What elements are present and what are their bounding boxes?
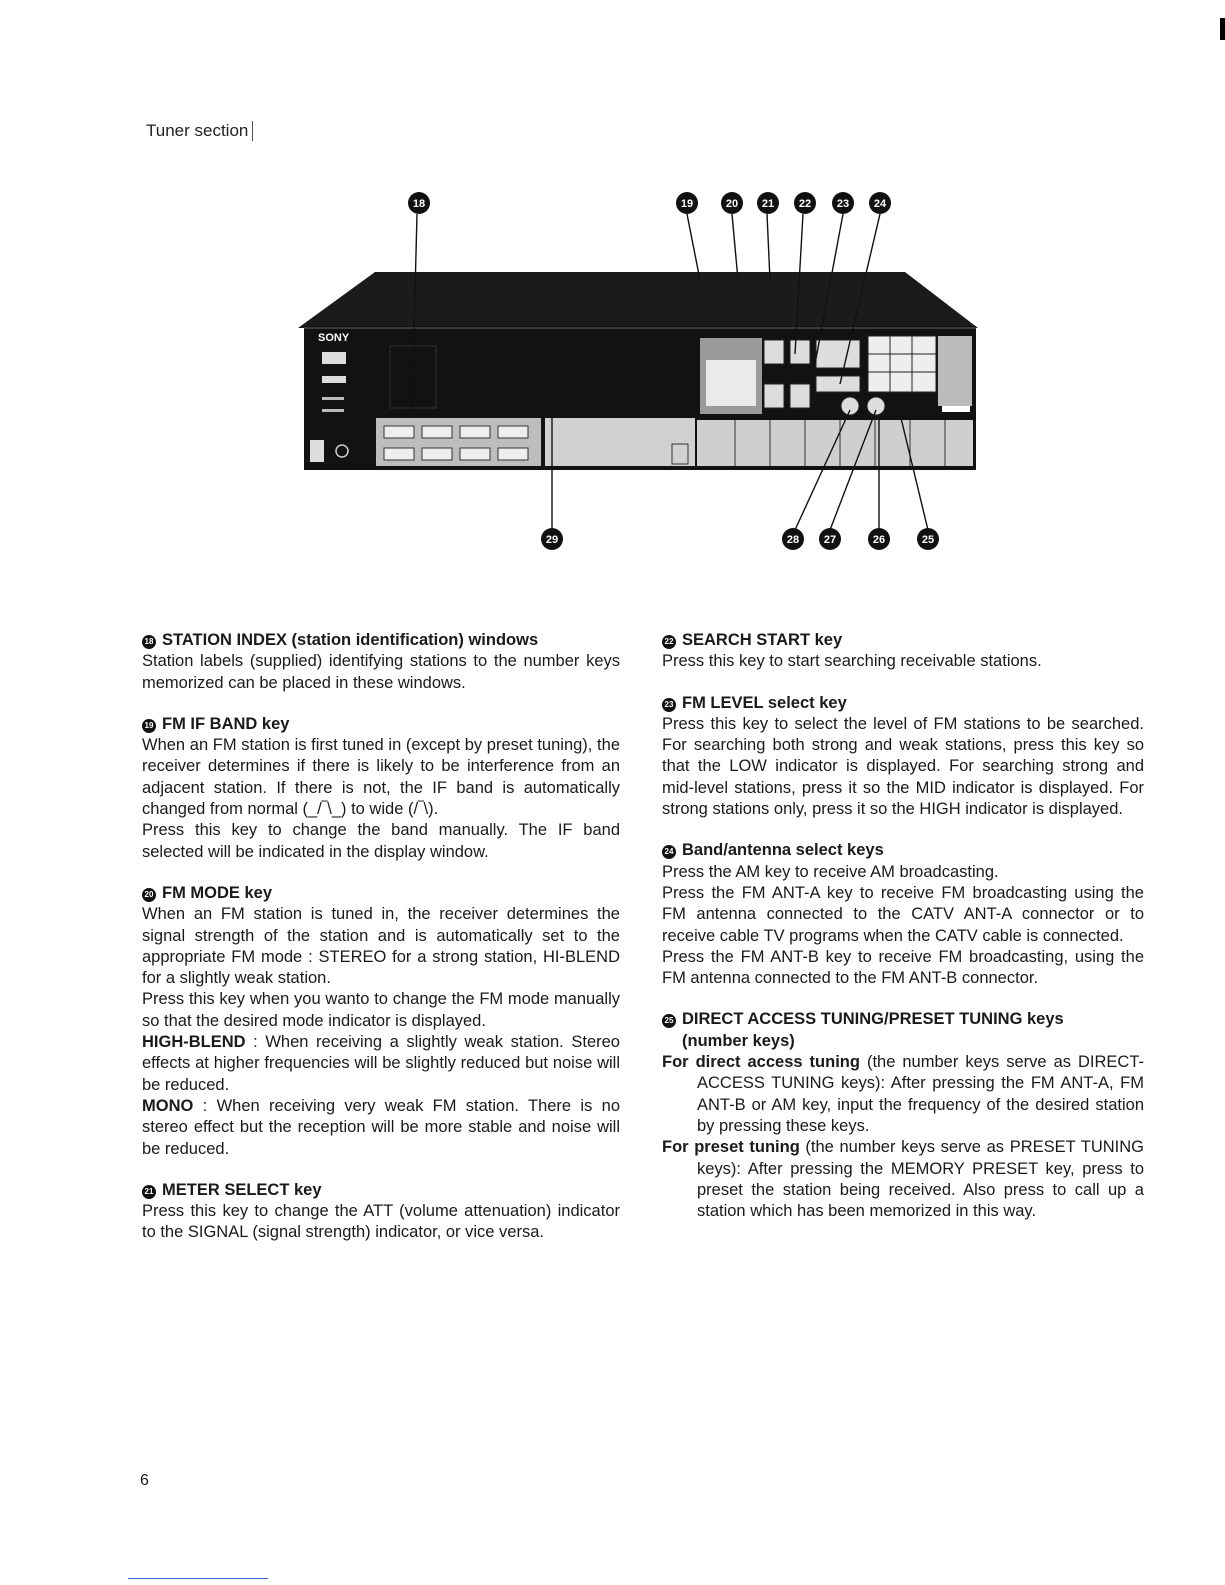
entry-subtitle: (number keys) — [682, 1031, 795, 1050]
entry-text: Press this key to select the level of FM stations to be searched. For searching both strong and weak stations, press this key so that the LOW indicator is displayed. For searching strong and mid-level stations, press it so the MID indicator is displayed. For strong stations only, press it so the HIGH indicator is displayed. — [662, 714, 1144, 819]
item-number-badge: 21 — [142, 1185, 156, 1199]
svg-text:25: 25 — [921, 534, 935, 546]
entry-fm-if-band — [142, 714, 620, 863]
entry-text: Press this key when you wanto to change the FM mode manually so that the desired mode indicator is displayed. — [142, 990, 620, 1030]
entry-station-index — [142, 630, 620, 694]
entry-text: When an FM station is tuned in, the receiver determines the signal strength of the station and is automatically set to the appropriate FM mode : STEREO for a strong station, HI-BLEND for a slightly weak station. — [142, 905, 620, 988]
entry-fm-level — [662, 693, 1144, 821]
term-desc: : When receiving a slightly weak station. Stereo effects at higher frequencies will be slightly reduced but noise will be reduced. — [142, 1033, 620, 1094]
term-definition — [662, 1137, 1144, 1222]
right-column — [662, 630, 1144, 1242]
svg-text:19: 19 — [680, 198, 694, 210]
item-number-badge: 20 — [142, 888, 156, 902]
term-desc: (the number keys serve as PRESET TUNING keys): After pressing the MEMORY PRESET key, press to preset the station being received. Also press to call up a station which has been memorized in this way. — [697, 1138, 1144, 1221]
entry-title: Band/antenna select keys — [682, 841, 884, 860]
entry-search-start — [662, 630, 1144, 673]
entry-title: FM LEVEL select key — [682, 693, 847, 712]
entry-fm-mode — [142, 883, 620, 1160]
entry-text: Press the FM ANT-A key to receive FM broadcasting using the FM antenna connected to the CATV ANT-A connector or to receive cable TV programs when the CATV cable is connected. — [662, 883, 1144, 945]
entry-title: METER SELECT key — [162, 1180, 322, 1199]
page-number: 6 — [140, 1472, 149, 1489]
entry-text: Press this key to start searching receivable stations. — [662, 652, 1042, 671]
svg-text:27: 27 — [823, 534, 837, 546]
term: HIGH-BLEND — [142, 1033, 246, 1052]
entry-text: Station labels (supplied) identifying stations to the number keys memorized can be placed in these windows. — [142, 652, 620, 692]
item-number-badge: 22 — [662, 635, 676, 649]
entry-text: Press this key to change the band manually. The IF band selected will be indicated in the display window. — [142, 821, 620, 861]
term: For direct access tuning — [662, 1053, 860, 1072]
entry-title: STATION INDEX (station identification) windows — [162, 631, 539, 649]
svg-text:21: 21 — [761, 198, 775, 210]
entry-band-antenna — [662, 840, 1144, 989]
item-number-badge: 25 — [662, 1014, 676, 1028]
entry-direct-access — [662, 1009, 1144, 1222]
section-label: Tuner section — [146, 121, 253, 141]
svg-text:29: 29 — [545, 534, 559, 546]
entry-meter-select — [142, 1180, 620, 1244]
entry-title: SEARCH START key — [682, 631, 843, 649]
svg-text:24: 24 — [873, 198, 887, 210]
entry-text: Press this key to change the ATT (volume attenuation) indicator to the SIGNAL (signal strength) indicator, or vice versa. — [142, 1202, 620, 1242]
svg-text:20: 20 — [725, 198, 739, 210]
term-desc: : When receiving very weak FM station. There is no stereo effect but the reception will be more stable and noise will be reduced. — [142, 1096, 621, 1158]
brand-logo: SONY — [318, 332, 350, 344]
term: MONO — [142, 1096, 194, 1115]
bottom-rule — [128, 1578, 268, 1579]
left-column — [142, 630, 620, 1264]
entry-title: FM MODE key — [162, 883, 273, 902]
svg-text:28: 28 — [786, 534, 800, 546]
svg-text:18: 18 — [412, 198, 426, 210]
entry-title: DIRECT ACCESS TUNING/PRESET TUNING keys — [682, 1010, 1064, 1029]
svg-text:23: 23 — [836, 198, 850, 210]
entry-title: FM IF BAND key — [162, 714, 290, 733]
svg-text:22: 22 — [798, 198, 812, 210]
svg-text:26: 26 — [872, 534, 886, 546]
term-definition — [142, 1096, 620, 1160]
tuner-front-panel-figure — [0, 0, 1225, 600]
entry-text: Press the AM key to receive AM broadcasting. — [662, 862, 999, 881]
item-number-badge: 19 — [142, 719, 156, 733]
item-number-badge: 23 — [662, 698, 676, 712]
term-definition — [662, 1052, 1144, 1137]
entry-text: When an FM station is first tuned in (except by preset tuning), the receiver determines if there is likely to be interference from an adjacent station. If there is not, the IF band is automatically changed from normal (_/‾\_) to wide (/‾\). — [142, 736, 620, 819]
term-definition — [142, 1032, 620, 1096]
term: For preset tuning — [662, 1138, 800, 1157]
entry-text: Press the FM ANT-B key to receive FM broadcasting, using the FM antenna connected to the FM ANT-B connector. — [662, 947, 1144, 988]
item-number-badge: 24 — [662, 845, 676, 859]
term-desc: (the number keys serve as DIRECT-ACCESS TUNING keys): After pressing the FM ANT-A, FM ANT-B or AM key, input the frequency of the desired station by pressing these keys. — [697, 1053, 1145, 1135]
item-number-badge: 18 — [142, 635, 156, 649]
